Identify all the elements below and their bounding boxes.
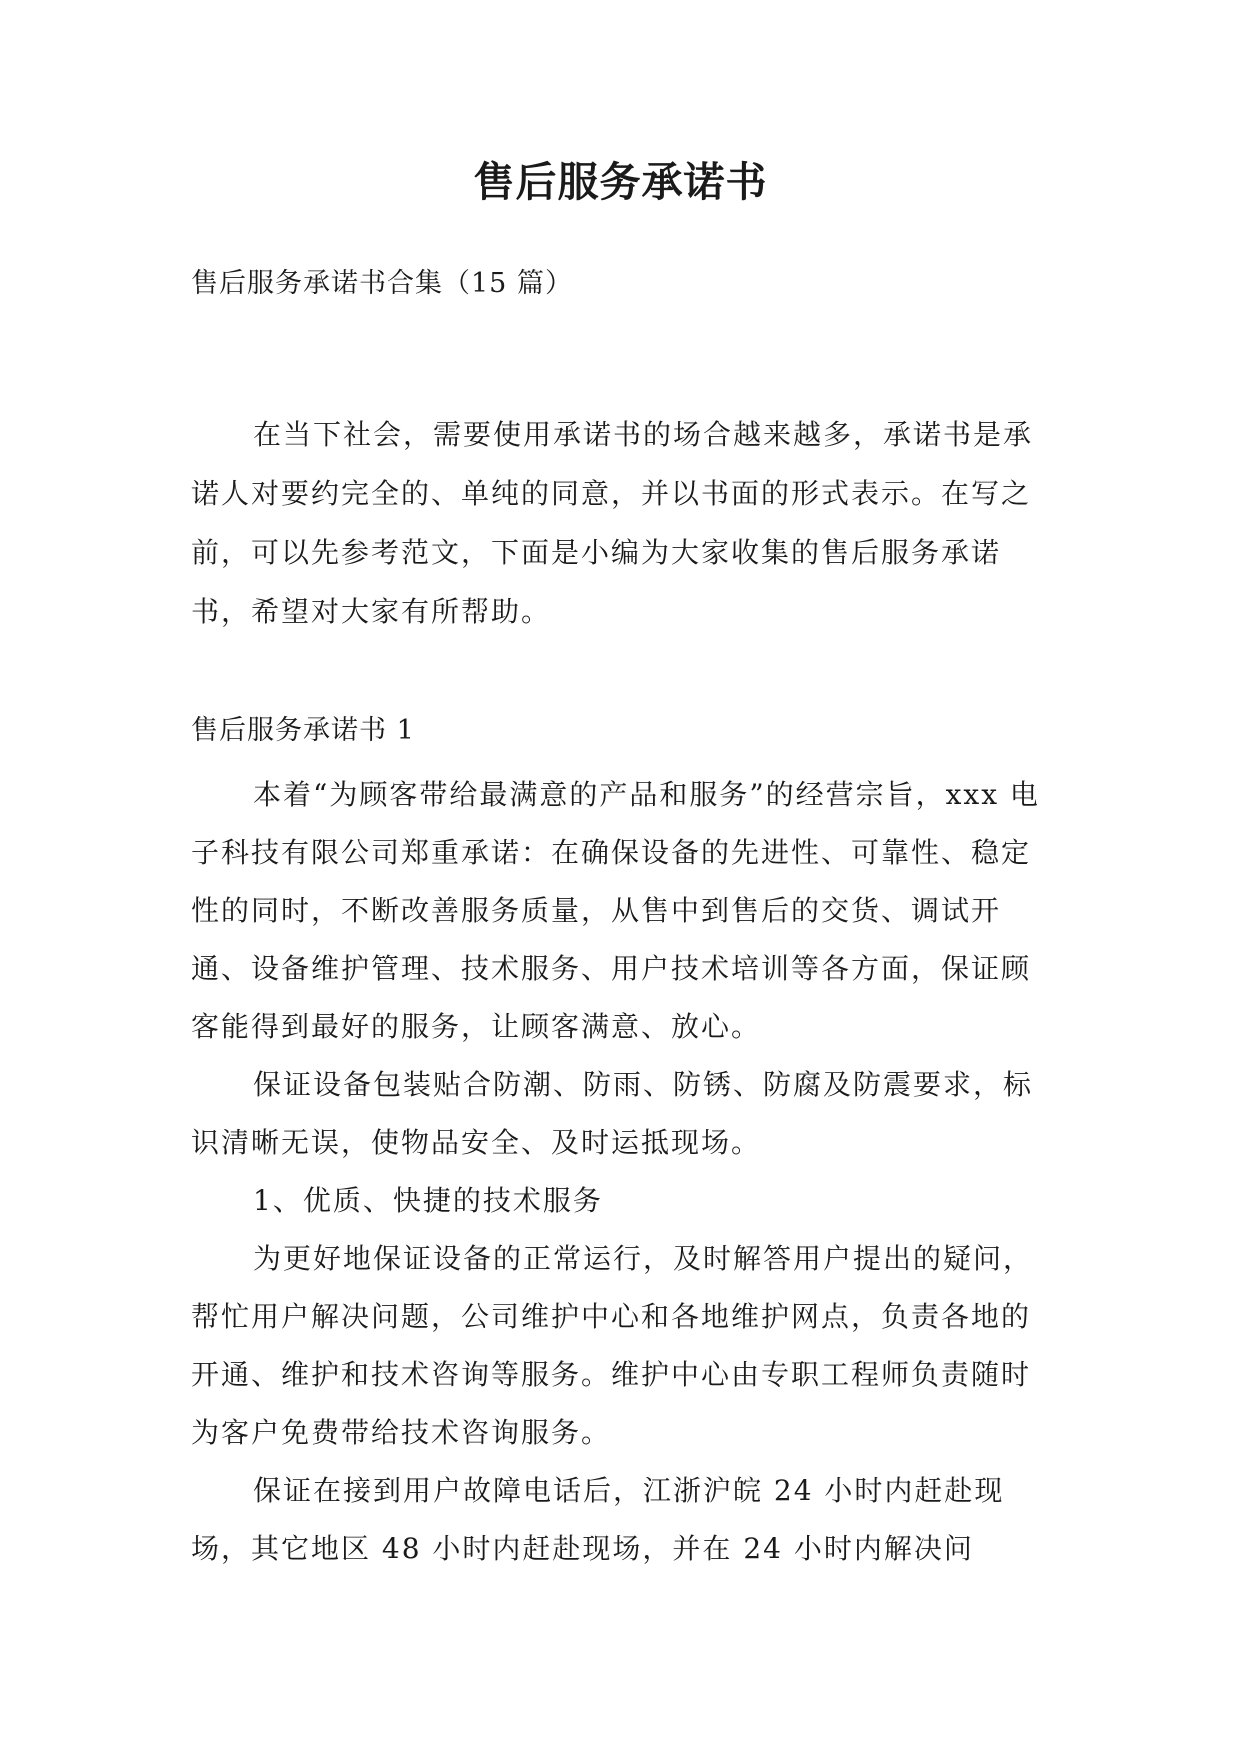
section-heading: 售后服务承诺书 1 xyxy=(191,715,415,746)
body-paragraph-2: 保证设备包装贴合防潮、防雨、防锈、防腐及防震要求，标识清晰无误，使物品安全、及时运抵现场。 xyxy=(191,1068,1034,1159)
body-paragraph-3: 1、优质、快捷的技术服务 xyxy=(253,1184,603,1217)
document-subtitle: 售后服务承诺书合集（15 篇） xyxy=(191,268,573,299)
section-1 xyxy=(191,702,1051,1578)
document-title: 售后服务承诺书 xyxy=(473,158,768,206)
body-paragraph-1: 本着“为顾客带给最满意的产品和服务”的经营宗旨，xxx 电子科技有限公司郑重承诺：在确保设备的先进性、可靠性、稳定性的同时，不断改善服务质量，从售中到售后的交货、调试开通、设备维护管理、技术服务、用户技术培训等各方面，保证顾客能得到最好的服务，让顾客满意、放心。 xyxy=(191,778,1040,1043)
body-paragraph-4: 为更好地保证设备的正常运行，及时解答用户提出的疑问，帮忙用户解决问题，公司维护中心和各地维护网点，负责各地的开通、维护和技术咨询等服务。维护中心由专职工程师负责随时为客户免费带给技术咨询服务。 xyxy=(191,1242,1034,1449)
body-paragraph-5: 保证在接到用户故障电话后，江浙沪皖 24 小时内赶赴现场，其它地区 48 小时内赶赴现场，并在 24 小时内解决问 xyxy=(191,1474,1005,1565)
intro-paragraph: 在当下社会，需要使用承诺书的场合越来越多，承诺书是承诺人对要约完全的、单纯的同意，并以书面的形式表示。在写之前，可以先参考范文，下面是小编为大家收集的售后服务承诺书，希望对大家有所帮助。 xyxy=(191,418,1034,628)
intro-block xyxy=(191,405,1051,641)
